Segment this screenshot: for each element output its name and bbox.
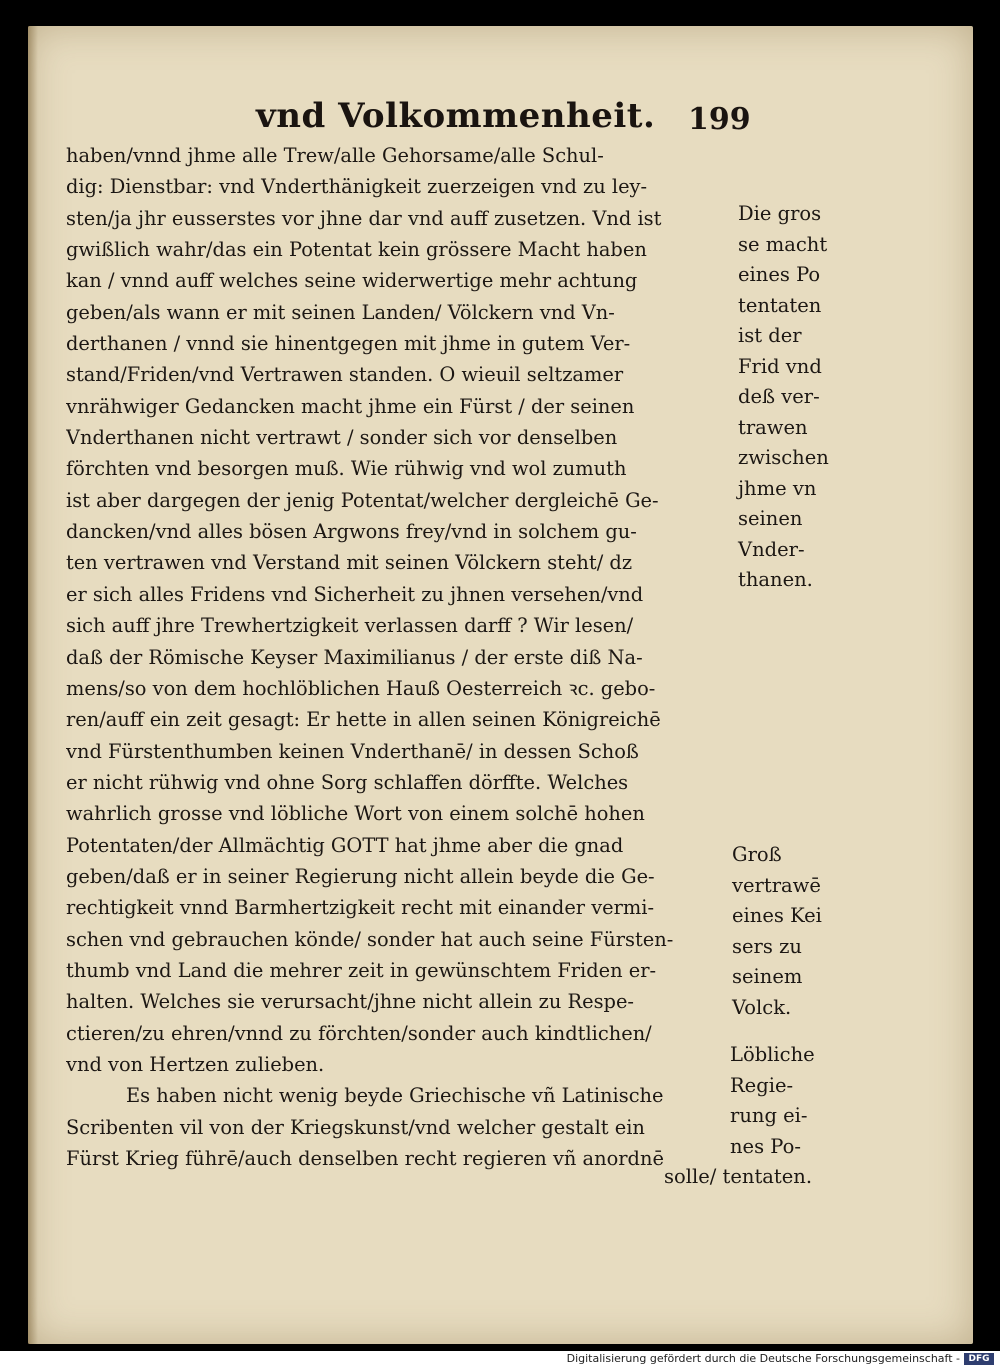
margin-note-line: seinem bbox=[732, 965, 803, 988]
text-line: schen vnd gebrauchen könde/ sonder hat auch seine Fürsten- bbox=[66, 927, 674, 951]
text-line: vnd von Hertzen zulieben. bbox=[66, 1052, 325, 1076]
text-line: wahrlich grosse vnd löbliche Wort von einem solchē hohen bbox=[66, 802, 645, 826]
text-line: sten/ja jhr eusserstes vor jhne dar vnd auff zusetzen. Vnd ist bbox=[66, 206, 662, 230]
margin-note-line: rung ei- bbox=[730, 1104, 808, 1127]
page-number: 199 bbox=[688, 102, 751, 137]
text-line: haben/vnnd jhme alle Trew/alle Gehorsame/alle Schul- bbox=[66, 144, 604, 167]
text-line: Potentaten/der Allmächtig GOTT hat jhme aber die gnad bbox=[66, 833, 624, 857]
running-head: vnd Volkommenheit. bbox=[256, 96, 656, 136]
margin-note-line: solle/ tentaten. bbox=[664, 1165, 813, 1188]
text-line: ren/auff ein zeit gesagt: Er hette in allen seinen Königreichē bbox=[66, 708, 661, 732]
text-line: er nicht rühwig vnd ohne Sorg schlaffen dörffte. Welches bbox=[66, 770, 629, 794]
margin-note-line: thanen. bbox=[738, 568, 813, 591]
margin-note-line: nes Po- bbox=[730, 1134, 801, 1158]
text-line: förchten vnd besorgen muß. Wie rühwig vnd wol zumuth bbox=[66, 457, 627, 481]
margin-note-power bbox=[738, 199, 856, 596]
text-line: Scribenten vil von der Kriegskunst/vnd welcher gestalt ein bbox=[66, 1115, 645, 1139]
text-line: ctieren/zu ehren/vnnd zu förchten/sonder auch kindtlichen/ bbox=[66, 1021, 652, 1045]
text-line: ten vertrawen vnd Verstand mit seinen Völckern steht/ dz bbox=[66, 551, 633, 575]
text-line: rechtigkeit vnnd Barmhertzigkeit recht mit einander vermi- bbox=[66, 896, 655, 920]
margin-note-line: tentaten bbox=[738, 293, 822, 317]
text-line: mens/so von dem hochlöblichen Hauß Oesterreich ꝛc. gebo- bbox=[66, 676, 656, 700]
margin-note-line: deß ver- bbox=[738, 385, 820, 408]
margin-note-line: Frid vnd bbox=[738, 354, 822, 378]
paragraph-first-line: Es haben nicht wenig beyde Griechische vñ Latinische bbox=[126, 1084, 664, 1108]
text-line: vnd Fürstenthumben keinen Vnderthanē/ in dessen Schoß bbox=[66, 739, 639, 763]
margin-note-line: seinen bbox=[738, 507, 803, 530]
funding-credit: Digitalisierung gefördert durch die Deutsche Forschungsgemeinschaft - bbox=[566, 1352, 960, 1365]
dfg-logo-icon: DFG bbox=[964, 1353, 994, 1365]
margin-note-line: Vnder- bbox=[738, 537, 805, 561]
text-line: gwißlich wahr/das ein Potentat kein grössere Macht haben bbox=[66, 238, 647, 262]
margin-note-line: zwischen bbox=[738, 446, 829, 469]
margin-note-line: Löbliche bbox=[730, 1043, 815, 1066]
text-line: stand/Friden/vnd Vertrawen standen. O wieuil seltzamer bbox=[66, 363, 624, 387]
text-line: ist aber dargegen der jenig Potentat/welcher dergleichē Ge- bbox=[66, 488, 659, 512]
margin-note-line: Groß bbox=[732, 843, 782, 866]
text-line: thumb vnd Land die mehrer zeit in gewünschtem Friden er- bbox=[66, 958, 657, 982]
margin-note-line: ist der bbox=[738, 324, 802, 347]
text-line: halten. Welches sie verursacht/jhne nicht allein zu Respe- bbox=[66, 990, 634, 1014]
text-line: kan / vnnd auff welches seine widerwertige mehr achtung bbox=[66, 269, 638, 293]
margin-note-line: Volck. bbox=[732, 995, 792, 1019]
text-line: dig: Dienstbar: vnd Vnderthänigkeit zuerzeigen vnd zu ley- bbox=[66, 175, 648, 199]
margin-note-line: eines Po bbox=[738, 263, 821, 286]
text-line: Fürst Krieg führē/auch denselben recht regieren vñ anordnē bbox=[66, 1147, 664, 1170]
text-line: dancken/vnd alles bösen Argwons frey/vnd in solchem gu- bbox=[66, 520, 637, 544]
margin-note-trust bbox=[732, 840, 850, 1023]
text-line: er sich alles Fridens vnd Sicherheit zu jhnen versehen/vnd bbox=[66, 582, 644, 606]
margin-note-line: se macht bbox=[738, 232, 828, 256]
text-line: derthanen / vnnd sie hinentgegen mit jhme in gutem Ver- bbox=[66, 332, 631, 356]
text-line: sich auff jhre Trewhertzigkeit verlassen darff ? Wir lesen/ bbox=[66, 614, 634, 638]
text-line: geben/als wann er mit seinen Landen/ Völckern vnd Vn- bbox=[66, 300, 615, 324]
margin-note-line: sers zu bbox=[732, 934, 802, 958]
body-text bbox=[66, 140, 736, 1174]
text-line: daß der Römische Keyser Maximilianus / der erste diß Na- bbox=[66, 645, 643, 669]
margin-note-line: trawen bbox=[738, 415, 808, 439]
text-line: vnrähwiger Gedancken macht jhme ein Fürst / der seinen bbox=[66, 394, 635, 418]
margin-note-line: Die gros bbox=[738, 202, 822, 225]
margin-note-governance bbox=[664, 1040, 848, 1193]
margin-note-line: jhme vn bbox=[738, 476, 817, 500]
margin-note-line: eines Kei bbox=[732, 904, 822, 927]
text-line: Vnderthanen nicht vertrawt / sonder sich vor denselben bbox=[66, 426, 618, 450]
text-line: geben/daß er in seiner Regierung nicht allein beyde die Ge- bbox=[66, 864, 655, 888]
margin-note-line: Regie- bbox=[730, 1073, 794, 1097]
margin-note-line: vertrawē bbox=[732, 873, 821, 897]
